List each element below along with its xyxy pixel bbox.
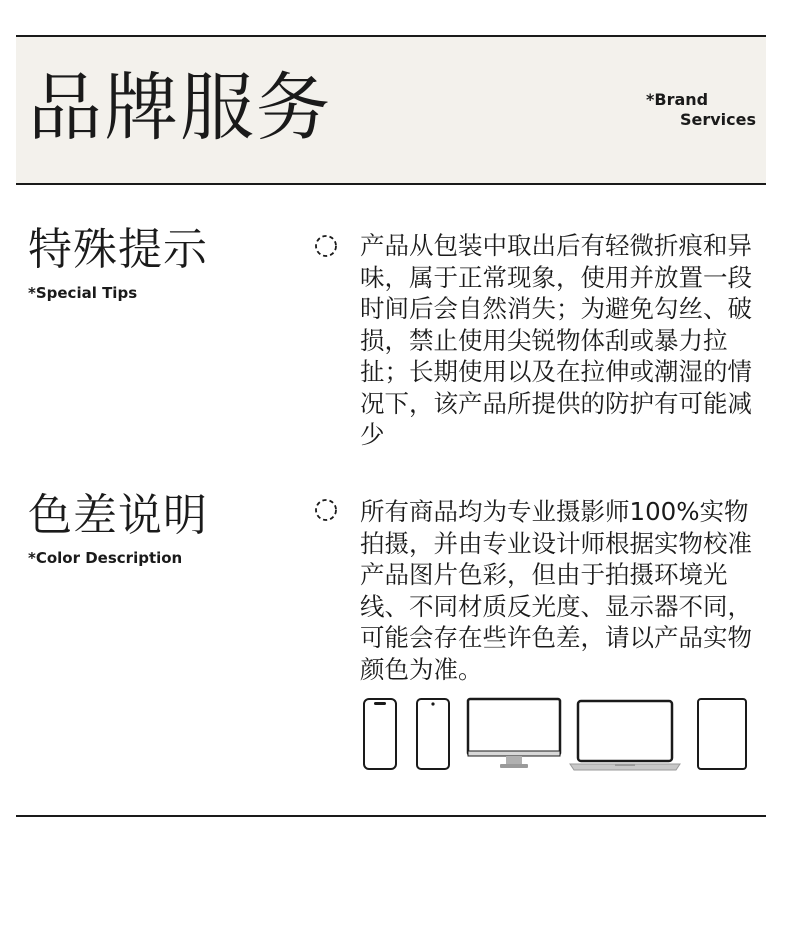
- tablet-icon: [698, 699, 746, 769]
- laptop-icon: [570, 701, 680, 770]
- page-subtitle-line2: Services: [679, 110, 756, 129]
- page-subtitle-line1: *Brand: [646, 90, 709, 109]
- phone-icon: [417, 699, 449, 769]
- dashed-circle-icon: [314, 498, 338, 522]
- special-tips-subtitle: *Special Tips: [28, 284, 138, 302]
- color-description-subtitle: *Color Description: [28, 549, 183, 567]
- special-tips-body: 产品从包装中取出后有轻微折痕和异味，属于正常现象，使用并放置一段时间后会自然消失；为避免勾丝、破损，禁止使用尖锐物体刮或暴力拉扯；长期使用以及在拉伸或潮湿的情况下，该产品所提供的防护有可能减少: [360, 231, 752, 449]
- bottom-divider: [16, 815, 766, 817]
- page-subtitle: [616, 90, 756, 130]
- header-divider: [16, 183, 766, 185]
- devices-illustration: [362, 696, 752, 776]
- dashed-circle-icon: [314, 234, 338, 258]
- page-title: 品牌服务: [28, 65, 332, 151]
- desktop-monitor-icon: [468, 699, 560, 768]
- phone-icon: [364, 699, 396, 769]
- special-tips-title: 特殊提示: [28, 224, 208, 275]
- color-description-body: 所有商品均为专业摄影师100%实物拍摄，并由专业设计师根据实物校准产品图片色彩，但由于拍摄环境光线、不同材质反光度、显示器不同，可能会存在些许色差，请以产品实物颜色为准。: [360, 497, 752, 684]
- color-description-title: 色差说明: [28, 490, 208, 541]
